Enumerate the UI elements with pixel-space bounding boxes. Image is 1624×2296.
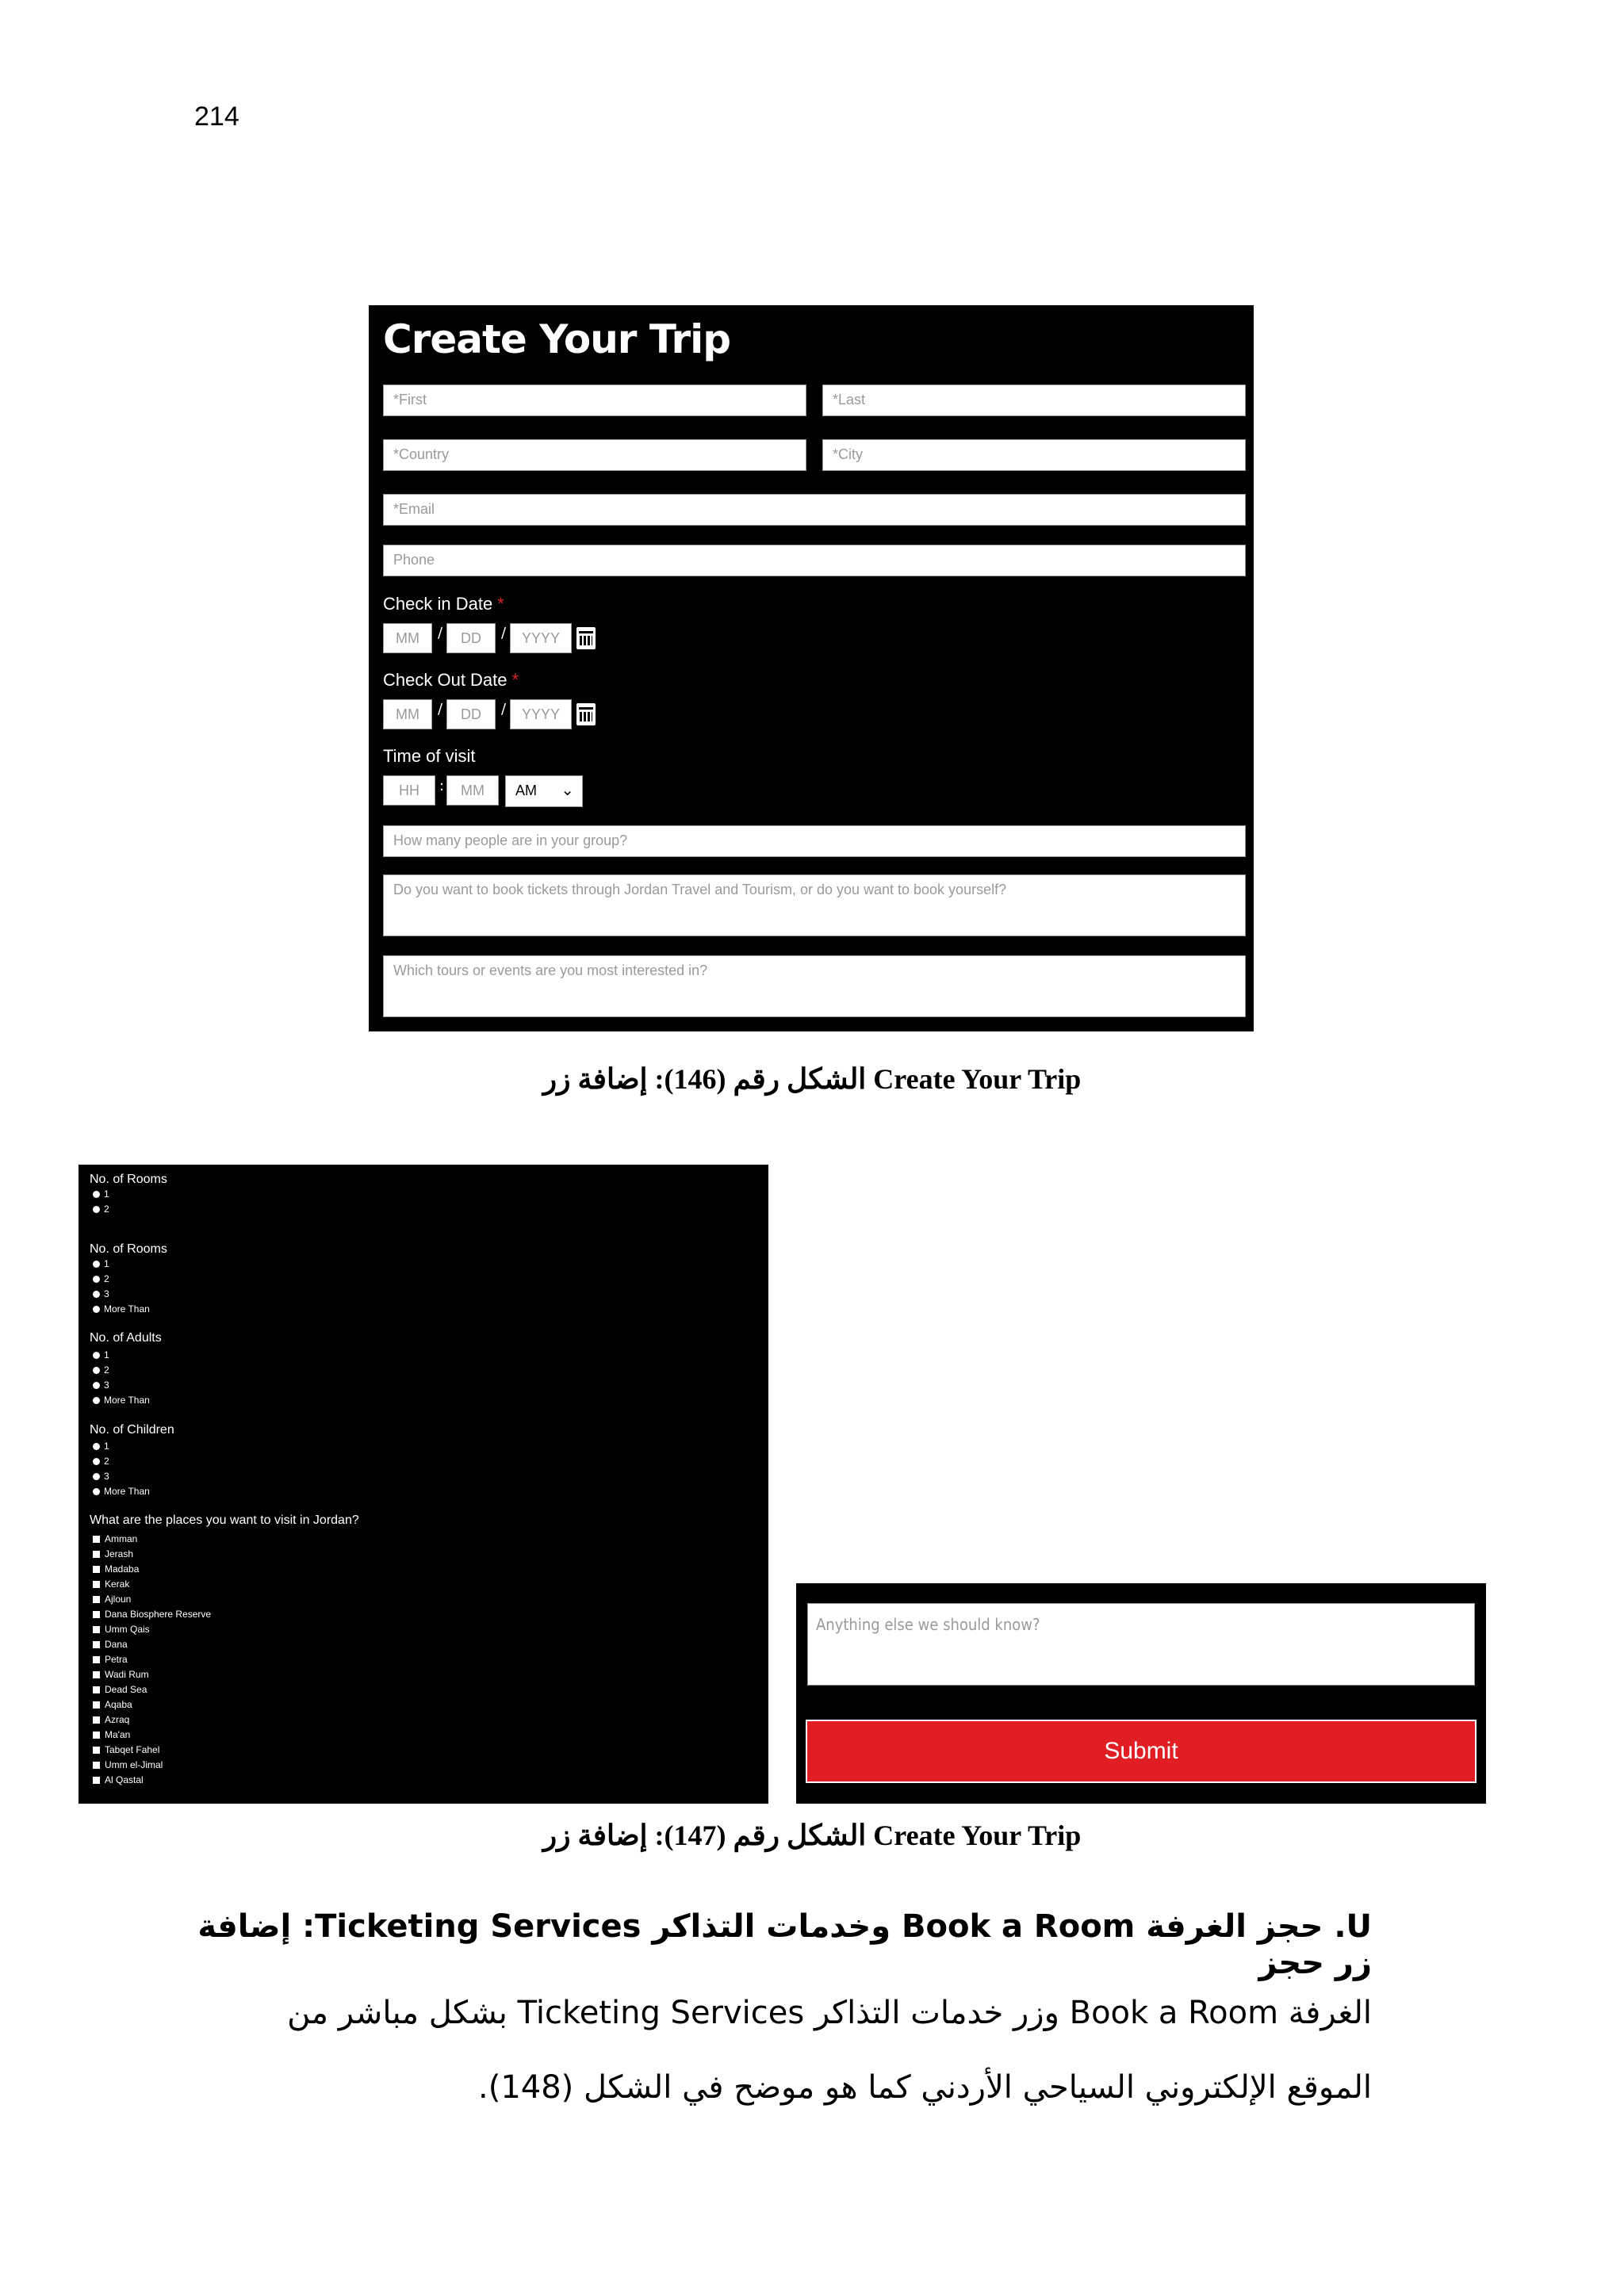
radio-option[interactable]: 3 [93,1471,109,1482]
checkin-month-field[interactable]: MM [383,623,432,653]
place-label: Jerash [105,1548,134,1559]
checkbox-icon[interactable] [93,1747,100,1754]
city-field[interactable]: *City [822,439,1246,471]
checkbox-icon[interactable] [93,1777,100,1784]
place-checkbox-item[interactable] [93,1578,129,1590]
place-label: Tabqet Fahel [105,1744,160,1755]
place-checkbox-item[interactable] [93,1714,129,1725]
place-checkbox-item[interactable] [93,1533,137,1544]
submit-panel-screenshot [796,1583,1486,1804]
place-label: Petra [105,1654,128,1665]
place-label: Wadi Rum [105,1669,149,1680]
place-checkbox-item[interactable] [93,1699,132,1710]
radio-option[interactable]: 1 [93,1441,109,1452]
place-label: Dead Sea [105,1684,147,1695]
radio-option[interactable]: More Than [93,1395,150,1406]
place-checkbox-item[interactable] [93,1744,159,1755]
checkbox-icon[interactable] [93,1656,100,1663]
tours-interest-textarea[interactable]: Which tours or events are you most interested in? [383,955,1246,1017]
last-name-field[interactable]: *Last [822,385,1246,416]
minute-field[interactable]: MM [446,775,499,806]
radio-option[interactable]: 2 [93,1456,109,1467]
checkbox-icon[interactable] [93,1596,100,1603]
place-label: Aqaba [105,1699,132,1710]
radio-option[interactable]: 2 [93,1273,109,1284]
date-separator: / [438,625,443,641]
place-label: Dana [105,1639,128,1650]
checkbox-icon[interactable] [93,1701,100,1709]
place-label: Ajloun [105,1594,132,1605]
checkbox-icon[interactable] [93,1581,100,1588]
radio-option[interactable]: 2 [93,1203,109,1215]
page-number: 214 [194,101,239,132]
place-label: Madaba [105,1563,140,1575]
checkbox-icon[interactable] [93,1566,100,1573]
checkbox-icon[interactable] [93,1536,100,1543]
calendar-icon[interactable] [576,627,596,649]
date-separator: / [438,701,443,718]
checkbox-icon[interactable] [93,1732,100,1739]
place-label: Dana Biosphere Reserve [105,1609,212,1620]
rooms-label: No. of Rooms [90,1242,167,1256]
rooms-label: No. of Rooms [90,1173,167,1186]
radio-option[interactable]: More Than [93,1486,150,1497]
form-title: Create Your Trip [383,316,731,362]
place-checkbox-item[interactable] [93,1624,150,1635]
hour-field[interactable]: HH [383,775,435,806]
checkin-label: Check in Date * [383,594,504,614]
ampm-select[interactable]: AM ⌄ [505,775,583,807]
checkout-year-field[interactable]: YYYY [510,699,572,729]
paragraph-line: الغرفة Book a Room وزر خدمات التذاكر Ticketing Services بشكل مباشر من [287,1995,1372,2031]
book-tickets-textarea[interactable]: Do you want to book tickets through Jordan Travel and Tourism, or do you want to book yourself? [383,874,1246,936]
checkbox-icon[interactable] [93,1611,100,1618]
radio-option[interactable]: 1 [93,1258,109,1269]
place-checkbox-item[interactable] [93,1594,131,1605]
radio-option[interactable]: More Than [93,1303,150,1314]
checkout-month-field[interactable]: MM [383,699,432,729]
checkbox-icon[interactable] [93,1762,100,1769]
checkout-day-field[interactable]: DD [446,699,496,729]
place-label: Al Qastal [105,1774,144,1785]
place-checkbox-item[interactable] [93,1639,128,1650]
calendar-icon[interactable] [576,703,596,725]
children-label: No. of Children [90,1423,174,1437]
place-checkbox-item[interactable] [93,1609,211,1620]
place-checkbox-item[interactable] [93,1759,163,1770]
section-heading: U. حجز الغرفة Book a Room وخدمات التذاكر Ticketing Services: إضافة زر حجز [197,1908,1372,1981]
place-label: Amman [105,1533,138,1544]
time-of-visit-label: Time of visit [383,746,476,766]
anything-else-textarea[interactable]: Anything else we should know? [807,1603,1475,1686]
country-field[interactable]: *Country [383,439,806,471]
place-checkbox-item[interactable] [93,1669,149,1680]
first-name-field[interactable]: *First [383,385,806,416]
checkbox-icon[interactable] [93,1716,100,1724]
date-separator: / [501,625,507,641]
place-label: Umm el-Jimal [105,1759,163,1770]
place-checkbox-item[interactable] [93,1729,130,1740]
group-size-field[interactable]: How many people are in your group? [383,825,1246,857]
checkout-label: Check Out Date * [383,670,519,690]
submit-button[interactable]: Submit [806,1720,1477,1783]
adults-label: No. of Adults [90,1331,162,1345]
checkbox-icon[interactable] [93,1686,100,1693]
figure-146-caption: الشكل رقم (146): إضافة زر Create Your Trip [542,1063,1082,1095]
time-separator: : [439,778,445,794]
place-checkbox-item[interactable] [93,1654,128,1665]
place-label: Azraq [105,1714,130,1725]
checkbox-icon[interactable] [93,1641,100,1648]
chevron-down-icon: ⌄ [561,782,574,799]
radio-option[interactable]: 1 [93,1188,109,1200]
checkbox-icon[interactable] [93,1551,100,1558]
radio-option[interactable]: 3 [93,1380,109,1391]
place-checkbox-item[interactable] [93,1774,144,1785]
checkin-day-field[interactable]: DD [446,623,496,653]
checkin-year-field[interactable]: YYYY [510,623,572,653]
place-checkbox-item[interactable] [93,1684,147,1695]
place-label: Kerak [105,1578,130,1590]
phone-field[interactable]: Phone [383,545,1246,576]
place-label: Umm Qais [105,1624,150,1635]
radio-option[interactable]: 1 [93,1349,109,1360]
radio-option[interactable]: 2 [93,1364,109,1376]
checkbox-icon[interactable] [93,1671,100,1678]
checkbox-icon[interactable] [93,1626,100,1633]
paragraph-line: الموقع الإلكتروني السياحي الأردني كما هو موضح في الشكل (148). [477,2069,1372,2106]
email-field[interactable]: *Email [383,494,1246,526]
places-label: What are the places you want to visit in Jordan? [90,1513,359,1527]
place-checkbox-item[interactable] [93,1548,133,1559]
date-separator: / [501,701,507,718]
create-trip-form-screenshot [369,305,1254,1031]
trip-options-screenshot [79,1165,768,1804]
place-checkbox-item[interactable] [93,1563,139,1575]
figure-147-caption: الشكل رقم (147): إضافة زر Create Your Trip [542,1820,1082,1851]
place-label: Ma'an [105,1729,131,1740]
radio-option[interactable]: 3 [93,1288,109,1299]
